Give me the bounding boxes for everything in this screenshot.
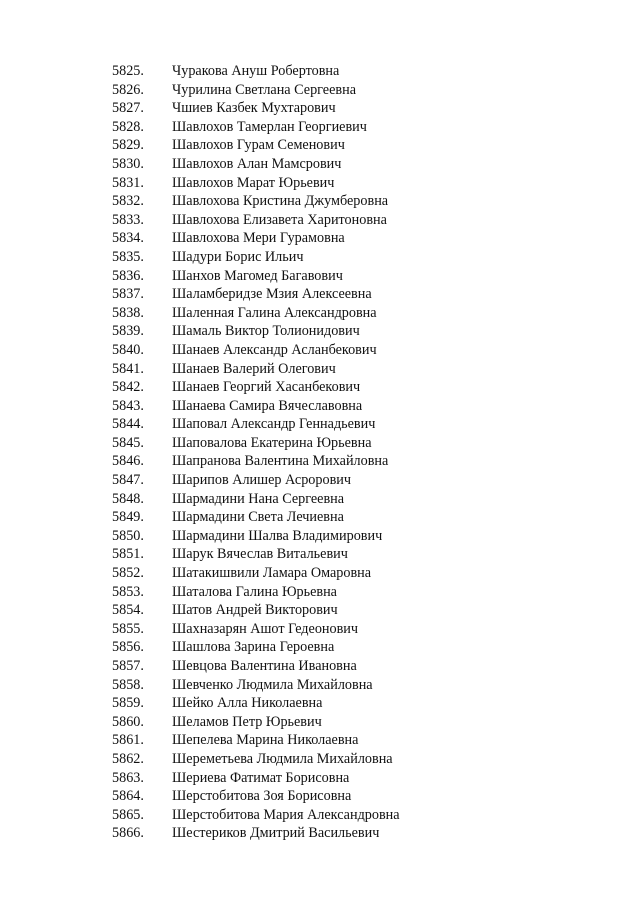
list-item xyxy=(112,136,400,155)
entry-name: Шанаев Георгий Хасанбекович xyxy=(172,379,361,396)
list-item xyxy=(112,155,400,174)
entry-name: Шепелева Марина Николаевна xyxy=(172,732,359,749)
entry-name: Шарук Вячеслав Витальевич xyxy=(172,546,348,563)
entry-number: 5863. xyxy=(112,769,144,786)
list-item xyxy=(112,360,400,379)
list-item xyxy=(112,713,400,732)
entry-name: Шаповал Александр Геннадьевич xyxy=(172,416,376,433)
entry-name: Шаламберидзе Мзия Алексеевна xyxy=(172,286,372,303)
entry-number: 5841. xyxy=(112,360,144,377)
entry-name: Шанхов Магомед Багавович xyxy=(172,267,343,284)
entry-name: Шавлохов Гурам Семенович xyxy=(172,137,345,154)
entry-name: Шерстобитова Мария Александровна xyxy=(172,806,400,823)
list-item xyxy=(112,508,400,527)
entry-number: 5831. xyxy=(112,174,144,191)
list-item xyxy=(112,545,400,564)
entry-number: 5847. xyxy=(112,472,144,489)
entry-number: 5859. xyxy=(112,695,144,712)
entry-number: 5842. xyxy=(112,379,144,396)
list-item xyxy=(112,527,400,546)
entry-name: Шанаева Самира Вячеславовна xyxy=(172,397,363,414)
list-item xyxy=(112,564,400,583)
entry-name: Шаленная Галина Александровна xyxy=(172,304,377,321)
entry-number: 5839. xyxy=(112,323,144,340)
list-item xyxy=(112,657,400,676)
entry-number: 5850. xyxy=(112,527,144,544)
entry-number: 5835. xyxy=(112,248,144,265)
entry-number: 5826. xyxy=(112,81,144,98)
entry-number: 5825. xyxy=(112,63,144,79)
entry-name: Шавлохова Кристина Джумберовна xyxy=(172,193,389,210)
list-item xyxy=(112,490,400,509)
entry-number: 5846. xyxy=(112,453,144,470)
entry-name: Шестериков Дмитрий Васильевич xyxy=(172,825,380,842)
entry-name: Шатакишвили Ламара Омаровна xyxy=(172,565,372,582)
entry-number: 5864. xyxy=(112,788,144,805)
entry-name: Чшиев Казбек Мухтарович xyxy=(172,100,336,117)
list-item xyxy=(112,192,400,211)
entry-number: 5861. xyxy=(112,732,144,749)
list-item xyxy=(112,471,400,490)
entry-name: Чурилина Светлана Сергеевна xyxy=(172,81,356,98)
entry-name: Шанаев Валерий Олегович xyxy=(172,360,336,377)
entry-name: Шармадини Нана Сергеевна xyxy=(172,490,345,507)
entry-name: Шавлохов Марат Юрьевич xyxy=(172,174,335,191)
entry-number: 5851. xyxy=(112,546,144,563)
entry-number: 5865. xyxy=(112,806,144,823)
list-item xyxy=(112,341,400,360)
entry-name: Шавлохова Елизавета Харитоновна xyxy=(172,211,387,228)
entry-name: Шахназарян Ашот Гедеонович xyxy=(172,620,359,637)
entry-number: 5860. xyxy=(112,713,144,730)
entry-number: 5832. xyxy=(112,193,144,210)
entry-name: Шапранова Валентина Михайловна xyxy=(172,453,389,470)
entry-name: Шарипов Алишер Асрорович xyxy=(172,472,351,489)
list-item xyxy=(112,731,400,750)
entry-name: Шанаев Александр Асланбекович xyxy=(172,341,377,358)
entry-number: 5866. xyxy=(112,825,144,842)
list-item xyxy=(112,81,400,100)
entry-number: 5828. xyxy=(112,118,144,135)
entry-name: Шейко Алла Николаевна xyxy=(172,695,323,712)
entry-name: Шаталова Галина Юрьевна xyxy=(172,583,337,600)
name-list xyxy=(112,62,400,843)
entry-name: Шадури Борис Ильич xyxy=(172,248,304,265)
list-item xyxy=(112,824,400,843)
list-item xyxy=(112,285,400,304)
entry-number: 5833. xyxy=(112,211,144,228)
list-item xyxy=(112,99,400,118)
entry-number: 5845. xyxy=(112,434,144,451)
entry-number: 5853. xyxy=(112,583,144,600)
entry-name: Шевцова Валентина Ивановна xyxy=(172,658,357,674)
entry-number: 5854. xyxy=(112,602,144,619)
entry-number: 5857. xyxy=(112,658,144,674)
list-item xyxy=(112,694,400,713)
entry-number: 5858. xyxy=(112,676,144,693)
entry-number: 5830. xyxy=(112,155,144,172)
entry-number: 5838. xyxy=(112,304,144,321)
entry-number: 5837. xyxy=(112,286,144,303)
list-item xyxy=(112,750,400,769)
entry-number: 5840. xyxy=(112,341,144,358)
entry-name: Шериева Фатимат Борисовна xyxy=(172,769,350,786)
entry-name: Шармадини Света Лечиевна xyxy=(172,509,344,526)
list-item xyxy=(112,787,400,806)
entry-number: 5856. xyxy=(112,639,144,656)
list-item xyxy=(112,676,400,695)
list-item xyxy=(112,267,400,286)
entry-number: 5862. xyxy=(112,750,144,767)
entry-name: Шамаль Виктор Толионидович xyxy=(172,323,360,340)
list-item xyxy=(112,415,400,434)
entry-name: Шавлохов Тамерлан Георгиевич xyxy=(172,118,367,135)
entry-number: 5848. xyxy=(112,490,144,507)
entry-name: Шереметьева Людмила Михайловна xyxy=(172,750,393,767)
entry-name: Шевченко Людмила Михайловна xyxy=(172,676,373,693)
entry-number: 5843. xyxy=(112,397,144,414)
list-item xyxy=(112,452,400,471)
list-item xyxy=(112,211,400,230)
entry-number: 5855. xyxy=(112,620,144,637)
entry-name: Шаповалова Екатерина Юрьевна xyxy=(172,434,372,451)
entry-number: 5827. xyxy=(112,100,144,117)
list-item xyxy=(112,397,400,416)
list-item xyxy=(112,378,400,397)
list-item xyxy=(112,62,400,81)
entry-name: Шавлохова Мери Гурамовна xyxy=(172,230,345,247)
entry-name: Чуракова Ануш Робертовна xyxy=(172,63,340,79)
list-item xyxy=(112,601,400,620)
entry-number: 5852. xyxy=(112,565,144,582)
list-item xyxy=(112,620,400,639)
entry-name: Шашлова Зарина Героевна xyxy=(172,639,335,656)
entry-name: Шармадини Шалва Владимирович xyxy=(172,527,383,544)
list-item xyxy=(112,322,400,341)
list-item xyxy=(112,434,400,453)
list-item xyxy=(112,638,400,657)
entry-number: 5844. xyxy=(112,416,144,433)
list-item xyxy=(112,118,400,137)
entry-name: Шавлохов Алан Мамсрович xyxy=(172,155,342,172)
list-item xyxy=(112,174,400,193)
entry-name: Шатов Андрей Викторович xyxy=(172,602,338,619)
list-item xyxy=(112,229,400,248)
list-item xyxy=(112,583,400,602)
list-item xyxy=(112,248,400,267)
list-item xyxy=(112,304,400,323)
entry-number: 5849. xyxy=(112,509,144,526)
list-item xyxy=(112,769,400,788)
list-item xyxy=(112,806,400,825)
entry-number: 5836. xyxy=(112,267,144,284)
entry-name: Шеламов Петр Юрьевич xyxy=(172,713,322,730)
entry-number: 5829. xyxy=(112,137,144,154)
entry-number: 5834. xyxy=(112,230,144,247)
entry-name: Шерстобитова Зоя Борисовна xyxy=(172,788,352,805)
